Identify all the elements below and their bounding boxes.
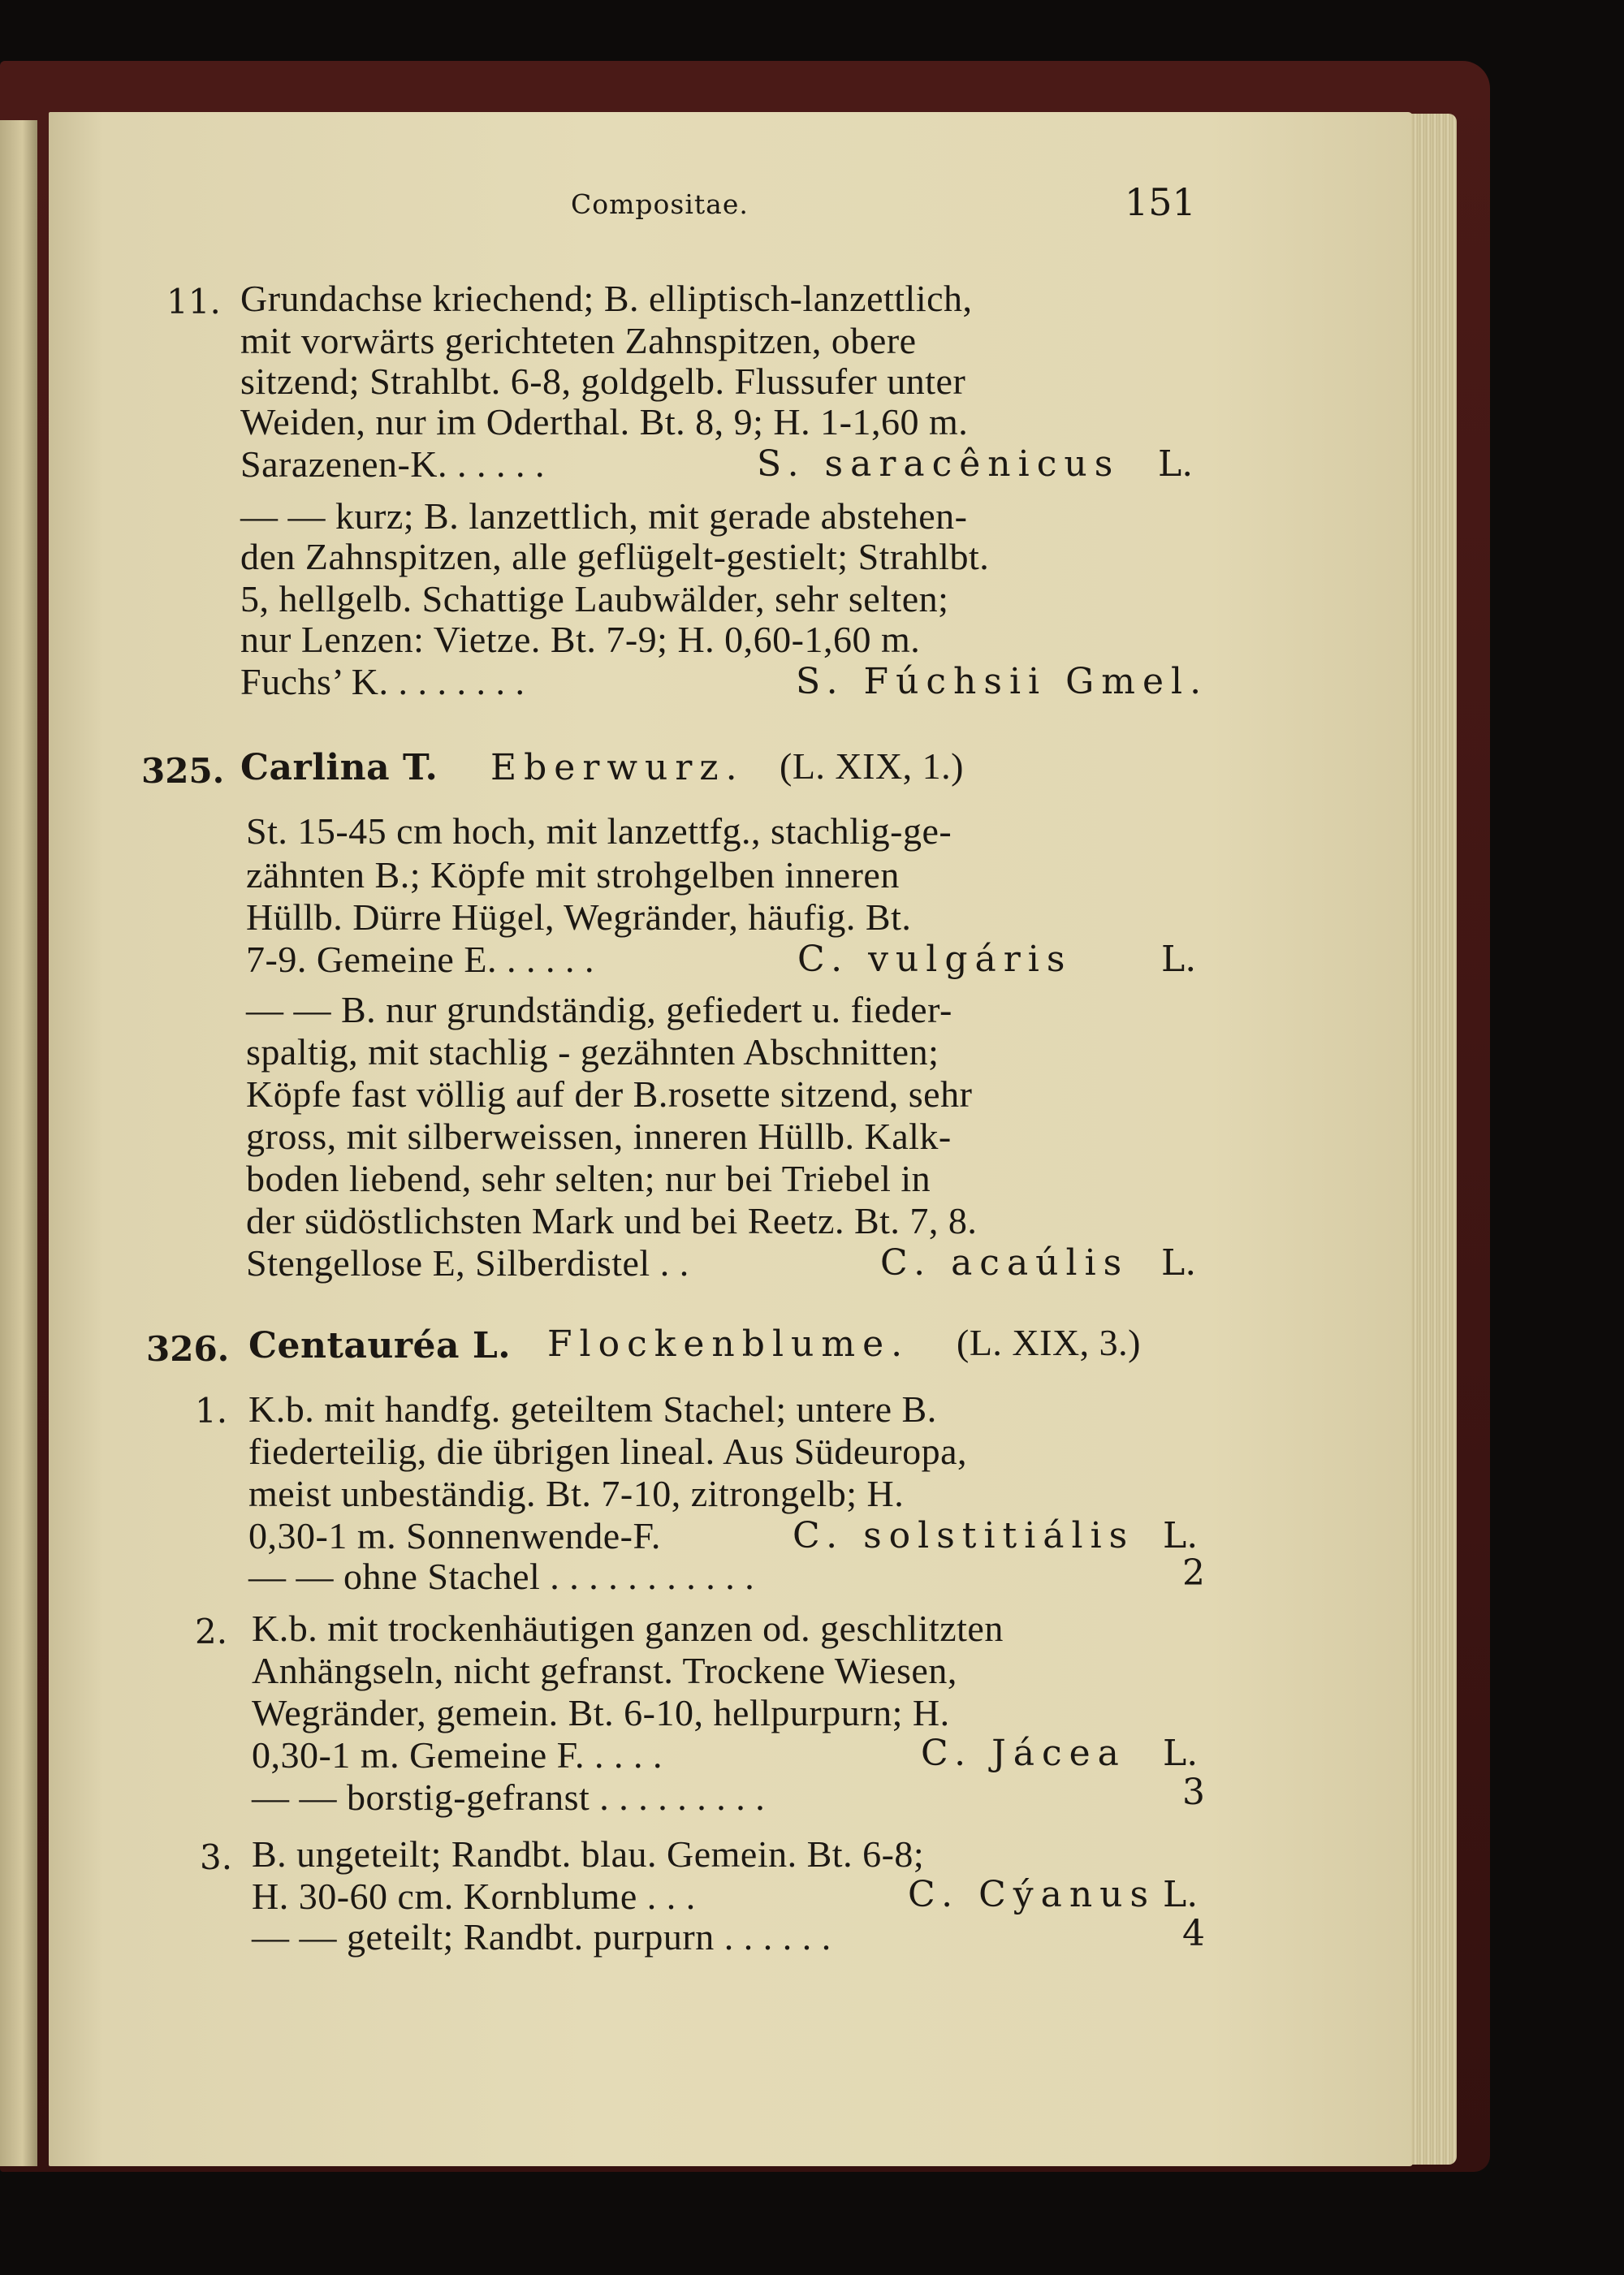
species-name: C. Jácea [921,1733,1126,1774]
key-alternative: — — ohne Stachel . . . . . . . . . . . [248,1556,755,1597]
species-name: C. acaúlis [880,1242,1129,1284]
genus-number: 326. [146,1329,230,1369]
key-number: 2. [195,1612,228,1651]
author-abbrev: L. [1163,1874,1199,1915]
common-name: Sarazenen-K. . . . . . [240,443,546,485]
text-line: — — B. nur grundständig, gefiedert u. fieder- [246,989,952,1030]
genus-reference: (L. XIX, 1.) [780,745,964,787]
key-reference: 2 [1182,1552,1205,1594]
text-line: sitzend; Strahlbt. 6-8, goldgelb. Flussufer unter [240,360,966,402]
species-name: C. Cýanus [908,1874,1156,1915]
text-line: Anhängseln, nicht gefranst. Trockene Wiesen, [252,1650,957,1691]
common-name: H. 30-60 cm. Kornblume . . . [252,1876,696,1917]
text-line: fiederteilig, die übrigen lineal. Aus Südeuropa, [248,1431,967,1472]
common-name: Stengellose E, Silberdistel . . [246,1242,689,1284]
text-line: meist unbeständig. Bt. 7-10, zitrongelb; H. [248,1473,905,1514]
common-name: Fuchs’ K. . . . . . . . [240,661,525,702]
key-reference: 3 [1182,1772,1205,1813]
text-line: B. ungeteilt; Randbt. blau. Gemein. Bt. 6-8; [252,1833,925,1875]
text-line: Grundachse kriechend; B. elliptisch-lanzettlich, [240,278,973,319]
species-name: S. saracênicus [757,443,1121,485]
text-line: der südöstlichsten Mark und bei Reetz. Bt. 7, 8. [246,1200,978,1241]
species-name: C. solstitiális [793,1515,1135,1556]
author-abbrev: L. [1161,939,1197,980]
text-line: St. 15-45 cm hoch, mit lanzettfg., stachlig-ge- [246,810,952,852]
text-line: den Zahnspitzen, alle geflügelt-gestielt; Strahlbt. [240,536,990,577]
page-number: 151 [1125,180,1196,224]
genus-reference: (L. XIX, 3.) [957,1322,1141,1363]
species-name: C. vulgáris [797,939,1073,980]
key-alternative: — — borstig-gefranst . . . . . . . . . [252,1776,766,1818]
key-alternative: — — geteilt; Randbt. purpurn . . . . . . [252,1916,831,1958]
key-number: 3. [200,1837,233,1877]
genus-name: Centauréa L. [248,1325,512,1366]
text-line: spaltig, mit stachlig - gezähnten Abschnitten; [246,1031,939,1073]
common-name: 0,30-1 m. Gemeine F. . . . . [252,1734,663,1776]
author-abbrev: L. [1163,1733,1199,1774]
author-abbrev: L. [1158,443,1194,485]
text-line: boden liebend, sehr selten; nur bei Triebel in [246,1158,931,1199]
species-name: S. Fúchsii Gmel. [796,661,1209,702]
text-line: Wegränder, gemein. Bt. 6-10, hellpurpurn; H. [252,1692,950,1733]
text-line: Hüllb. Dürre Hügel, Wegränder, häufig. Bt. [246,896,912,938]
text-line: mit vorwärts gerichteten Zahnspitzen, obere [240,320,917,361]
author-abbrev: L. [1163,1515,1199,1556]
genus-common-name: Eberwurz. [490,747,745,788]
key-number: 1. [195,1391,228,1431]
entry-number: 11. [166,282,221,322]
common-name: 7-9. Gemeine E. . . . . . [246,939,594,980]
genus-name: Carlina T. [240,747,438,788]
common-name: 0,30-1 m. Sonnenwende-F. [248,1515,661,1556]
text-line: Weiden, nur im Oderthal. Bt. 8, 9; H. 1-1,60 m. [240,401,969,442]
key-reference: 4 [1182,1913,1205,1954]
text-line: K.b. mit trockenhäutigen ganzen od. geschlitzten [252,1608,1004,1649]
text-line: 5, hellgelb. Schattige Laubwälder, sehr selten; [240,578,949,619]
text-line: gross, mit silberweissen, inneren Hüllb. Kalk- [246,1116,952,1157]
author-abbrev: L. [1161,1242,1197,1284]
text-line: — — kurz; B. lanzettlich, mit gerade abstehen- [240,495,968,537]
running-head: Compositae. [571,188,749,220]
text-line: Köpfe fast völlig auf der B.rosette sitzend, sehr [246,1073,973,1115]
text-line: zähnten B.; Köpfe mit strohgelben inneren [246,854,900,896]
text-line: nur Lenzen: Vietze. Bt. 7-9; H. 0,60-1,60 m. [240,619,921,660]
text-line: K.b. mit handfg. geteiltem Stachel; untere B. [248,1388,937,1430]
genus-number: 325. [141,751,225,791]
genus-common-name: Flockenblume. [547,1323,910,1365]
